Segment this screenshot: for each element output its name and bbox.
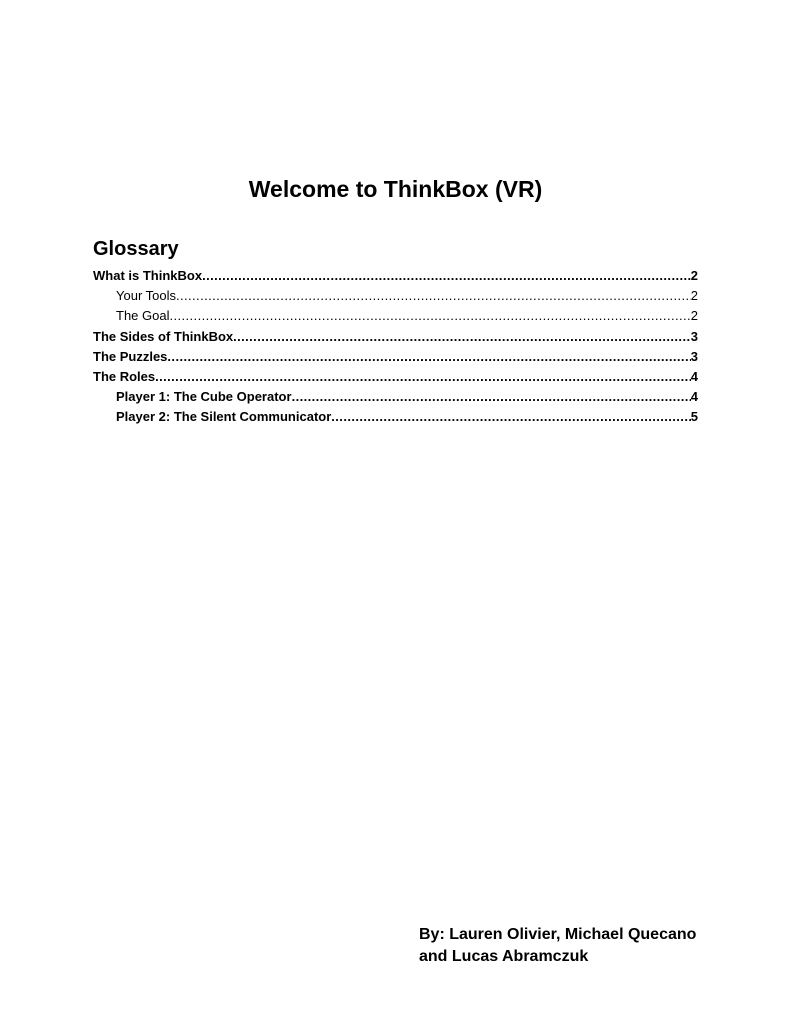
- toc-page-number: 4: [690, 368, 698, 384]
- toc-page-number: 3: [690, 328, 698, 344]
- document-title: Welcome to ThinkBox (VR): [248, 176, 543, 202]
- toc-entry-the-goal[interactable]: [93, 306, 698, 326]
- toc-entry-player-2[interactable]: [93, 407, 698, 427]
- toc-entry-player-1[interactable]: [93, 387, 698, 407]
- table-of-contents: [93, 266, 698, 428]
- toc-entry-label: The Roles: [93, 368, 156, 384]
- toc-entry-sides-of-thinkbox[interactable]: [93, 327, 698, 347]
- toc-page-number: 3: [690, 348, 698, 364]
- toc-entry-what-is-thinkbox[interactable]: [93, 266, 698, 286]
- toc-entry-label: Player 1: The Cube Operator: [116, 389, 292, 405]
- toc-page-number: 4: [690, 389, 698, 405]
- toc-dot-leader: [167, 347, 690, 367]
- toc-dot-leader: [202, 266, 691, 286]
- toc-entry-label: Your Tools: [116, 288, 176, 304]
- toc-dot-leader: [331, 407, 690, 427]
- toc-dot-leader: [292, 387, 691, 407]
- toc-entry-the-roles[interactable]: [93, 367, 698, 387]
- author-byline: By: Lauren Olivier, Michael Quecano and Lucas Abramczuk: [419, 926, 697, 965]
- toc-page-number: 5: [690, 409, 698, 425]
- toc-entry-label: The Goal: [116, 308, 170, 324]
- toc-dot-leader: [176, 286, 691, 306]
- toc-page-number: 2: [690, 308, 698, 324]
- toc-dot-leader: [233, 327, 691, 347]
- toc-entry-label: Player 2: The Silent Communicator: [116, 409, 332, 425]
- toc-entry-label: The Sides of ThinkBox: [93, 328, 234, 344]
- toc-page-number: 2: [690, 288, 698, 304]
- toc-dot-leader: [155, 367, 691, 387]
- toc-entry-label: The Puzzles: [93, 348, 168, 364]
- toc-entry-your-tools[interactable]: [93, 286, 698, 306]
- toc-dot-leader: [169, 306, 690, 326]
- toc-entry-label: What is ThinkBox: [93, 268, 203, 283]
- toc-entry-the-puzzles[interactable]: [93, 347, 698, 367]
- glossary-heading: Glossary: [93, 238, 179, 260]
- toc-page-number: 2: [690, 268, 698, 283]
